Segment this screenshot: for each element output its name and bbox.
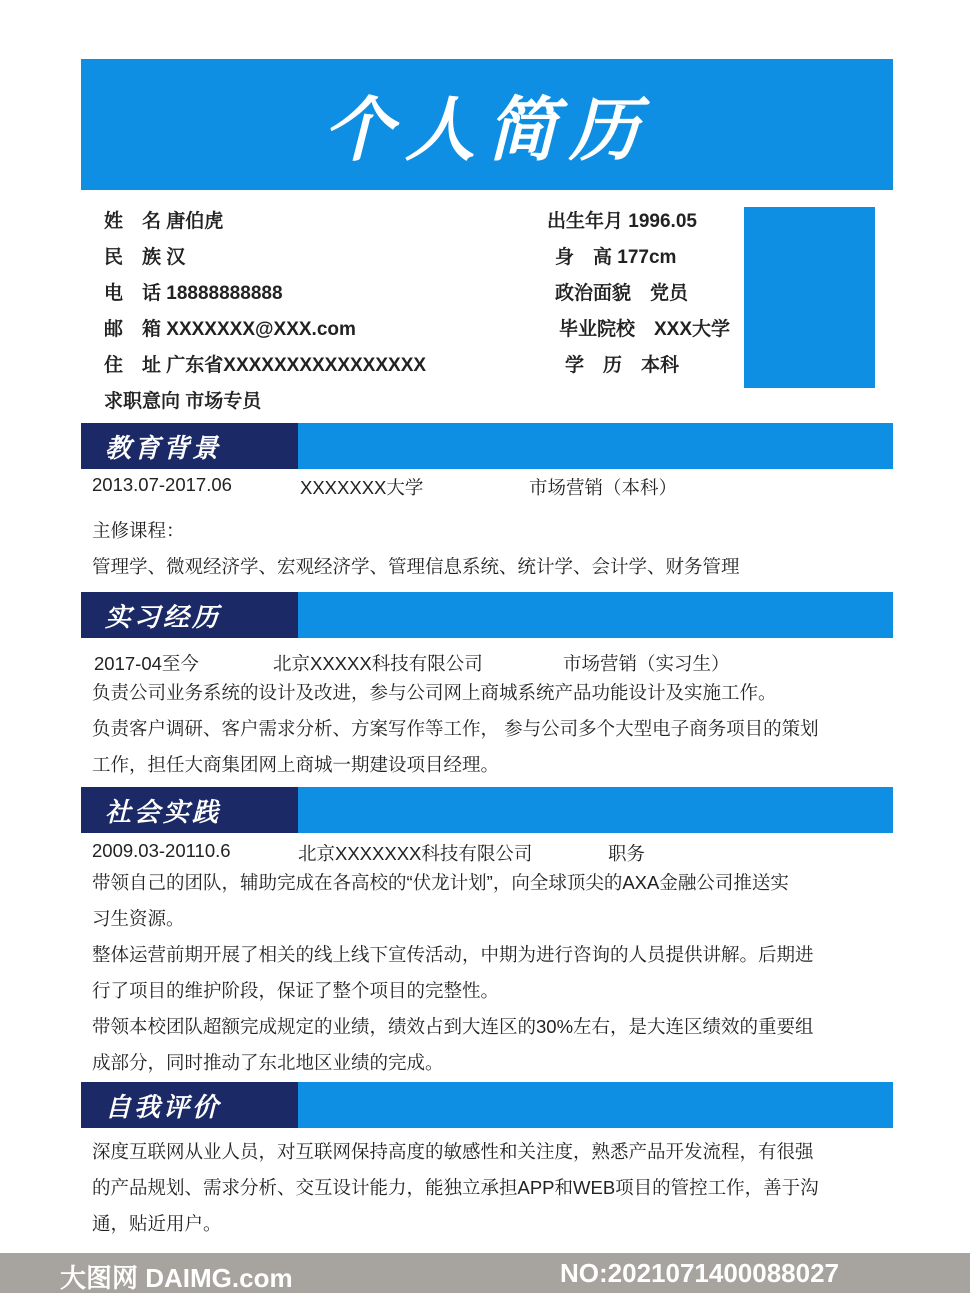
degree-field: 学 历 本科 — [565, 355, 680, 376]
section-title: 实习经历 — [105, 602, 222, 633]
email-field: 邮 箱 XXXXXXX@XXX.com — [104, 319, 356, 340]
name-field: 姓 名 唐伯虎 — [104, 211, 224, 232]
self-eval-line: 的产品规划、需求分析、交互设计能力，能独立承担APP和WEB项目的管控工作，善于沟 — [92, 1177, 819, 1198]
practice-line: 行了项目的维护阶段，保证了整个项目的完整性。 — [92, 980, 500, 1001]
job-intention-field: 求职意向 市场专员 — [104, 391, 262, 412]
watermark-brand: 大图网 DAIMG.com — [60, 1263, 293, 1293]
practice-company: 北京XXXXXXX科技有限公司 — [298, 843, 533, 864]
internship-company: 北京XXXXX科技有限公司 — [273, 653, 483, 674]
practice-line: 整体运营前期开展了相关的线上线下宣传活动，中期为进行咨询的人员提供讲解。后期进 — [92, 944, 814, 965]
ethnicity-field: 民 族 汉 — [104, 247, 186, 268]
internship-line: 负责公司业务系统的设计及改进，参与公司网上商城系统产品功能设计及实施工作。 — [92, 682, 777, 703]
self-eval-line: 通，贴近用户。 — [92, 1213, 222, 1234]
section-header-practice — [81, 787, 893, 833]
practice-line: 带领本校团队超额完成规定的业绩，绩效占到大连区的30%左右，是大连区绩效的重要组 — [92, 1016, 814, 1037]
practice-line: 带领自己的团队，辅助完成在各高校的“伏龙计划”，向全球顶尖的AXA金融公司推送实 — [92, 872, 789, 893]
watermark-number: NO:20210714000880​27 — [560, 1258, 840, 1288]
practice-role: 职务 — [608, 843, 646, 864]
self-eval-line: 深度互联网从业人员，对互联网保持高度的敏感性和关注度，熟悉产品开发流程，有很强 — [92, 1141, 814, 1162]
resume-title: 个人简历 — [323, 89, 651, 171]
school-field: 毕业院校 XXX大学 — [559, 319, 731, 340]
photo-placeholder — [744, 207, 875, 388]
phone-field: 电 话 18888888888 — [104, 283, 283, 304]
practice-line: 成部分，同时推动了东北地区业绩的完成。 — [92, 1052, 444, 1073]
birth-field: 出生年月 1996.05 — [547, 211, 697, 232]
practice-line: 习生资源。 — [92, 908, 185, 929]
section-title: 教育背景 — [105, 433, 222, 464]
education-school: XXXXXXX大学 — [300, 477, 424, 498]
section-header-self-eval — [81, 1082, 893, 1128]
education-period: 2013.07-2017.06 — [92, 474, 232, 495]
internship-role: 市场营销（实习生） — [563, 653, 730, 674]
courses-list: 管理学、微观经济学、宏观经济学、管理信息系统、统计学、会计学、财务管理 — [92, 556, 740, 577]
courses-label: 主修课程： — [92, 520, 185, 541]
section-title: 社会实践 — [105, 797, 222, 828]
political-field: 政治面貌 党员 — [555, 283, 689, 304]
section-header-education — [81, 423, 893, 469]
section-header-internship — [81, 592, 893, 638]
address-field: 住 址 广东省XXXXXXXXXXXXXXXX — [104, 355, 427, 376]
internship-line: 工作，担任大商集团网上商城一期建设项目经理。 — [92, 754, 500, 775]
practice-period: 2009.03-20110.6 — [92, 840, 231, 861]
resume-header — [81, 59, 893, 190]
internship-line: 负责客户调研、客户需求分析、方案写作等工作， 参与公司多个大型电子商务项目的策划 — [92, 718, 819, 739]
education-major: 市场营销（本科） — [529, 477, 678, 498]
section-title: 自我评价 — [105, 1092, 222, 1123]
internship-period: 2017-04至今 — [94, 653, 199, 674]
height-field: 身 高 177cm — [555, 247, 677, 268]
